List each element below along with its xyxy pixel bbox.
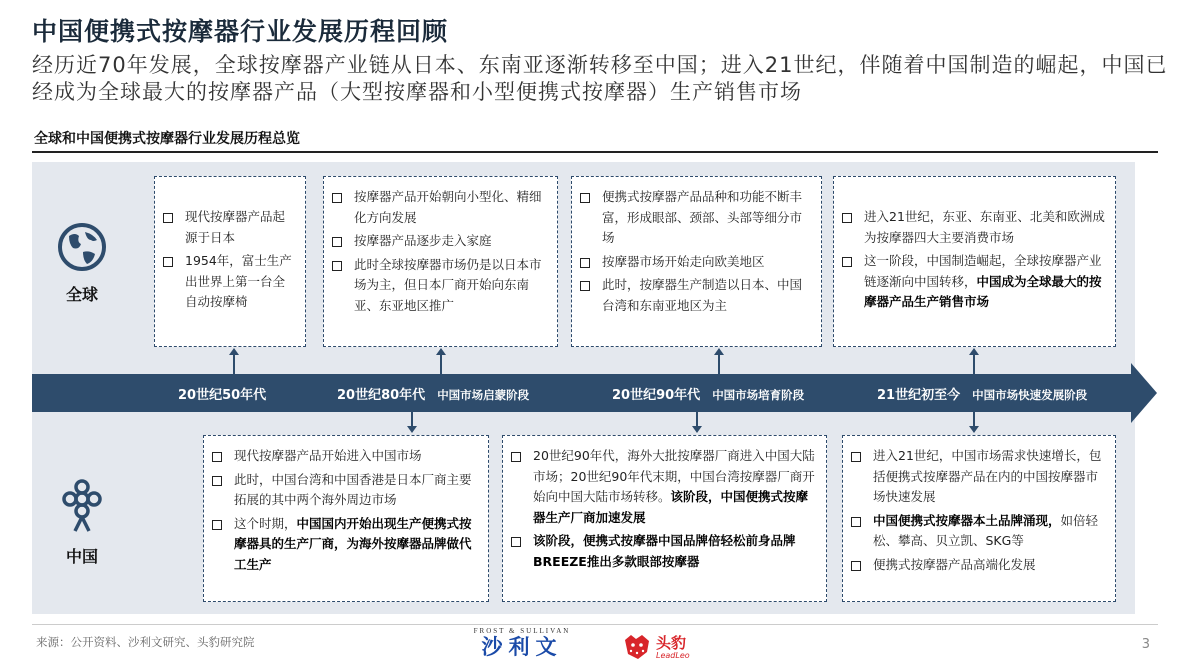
list-item: 现代按摩器产品开始进入中国市场 [212, 446, 480, 467]
checkbox-bullet-icon [511, 537, 525, 547]
checkbox-bullet-icon [851, 517, 865, 527]
connector-line [696, 412, 698, 426]
china-box-1990s [502, 435, 827, 602]
region-global [48, 222, 116, 305]
connector-line [973, 412, 975, 426]
page-title: 中国便携式按摩器行业发展历程回顾 [32, 17, 449, 46]
timeline-arrow-head-icon [1131, 363, 1157, 423]
checkbox-bullet-icon [212, 452, 226, 462]
checkbox-bullet-icon [851, 452, 865, 462]
list-item: 便携式按摩器产品高端化发展 [851, 555, 1107, 576]
section-label: 全球和中国便携式按摩器行业发展历程总览 [34, 131, 300, 147]
arrow-up-icon [714, 348, 724, 355]
global-box-1990s [571, 176, 822, 347]
list-item: 按摩器产品开始朝向小型化、精细化方向发展 [332, 187, 549, 228]
frost-sullivan-logo: FROST & SULLIVAN 沙利文 [473, 627, 571, 659]
list-item: 此时全球按摩器市场仍是以日本市场为主，但日本厂商开始向东南亚、东亚地区推广 [332, 255, 549, 317]
list-item: 进入21世纪，东亚、东南亚、北美和欧洲成为按摩器四大主要消费市场 [842, 207, 1107, 248]
arrow-up-icon [436, 348, 446, 355]
list-item: 现代按摩器产品起源于日本 [163, 207, 297, 248]
region-china-label: 中国 [65, 547, 98, 566]
globe-icon [57, 222, 107, 272]
checkbox-bullet-icon [163, 213, 177, 223]
arrow-down-icon [692, 426, 702, 433]
connector-line [973, 355, 975, 374]
list-item: 按摩器产品逐步走入家庭 [332, 231, 549, 252]
list-item: 这个时期，中国国内开始出现生产便携式按摩器具的生产厂商，为海外按摩器品牌做代工生产 [212, 514, 480, 576]
region-china [48, 478, 116, 567]
arrow-down-icon [407, 426, 417, 433]
checkbox-bullet-icon [163, 257, 177, 267]
checkbox-bullet-icon [332, 237, 346, 247]
list-item: 中国便携式按摩器本土品牌涌现，如倍轻松、攀高、贝立凯、SKG等 [851, 511, 1107, 552]
checkbox-bullet-icon [332, 261, 346, 271]
page-subtitle: 经历近70年发展，全球按摩器产业链从日本、东南亚逐渐转移至中国；进入21世纪，伴随着中国制造的崛起，中国已经成为全球最大的按摩器产品（大型按摩器和小型便携式按摩器）生产销售市场 [32, 53, 1168, 104]
connector-line [718, 355, 720, 374]
region-global-label: 全球 [65, 285, 98, 304]
leopard-head-icon [622, 632, 652, 662]
list-item: 进入21世纪，中国市场需求快速增长，包括便携式按摩器产品在内的中国按摩器市场快速发展 [851, 446, 1107, 508]
checkbox-bullet-icon [212, 476, 226, 486]
china-knot-icon [57, 478, 107, 534]
source-note: 来源：公开资料、沙利文研究、头豹研究院 [36, 635, 255, 649]
china-box-1980s [203, 435, 489, 602]
list-item: 这一阶段，中国制造崛起，全球按摩器产业链逐渐向中国转移，中国成为全球最大的按摩器产品生产销售市场 [842, 251, 1107, 313]
global-box-1950s [154, 176, 306, 347]
page-number: 3 [1141, 637, 1150, 652]
arrow-down-icon [969, 426, 979, 433]
era-2000s: 21世纪初至今 中国市场快速发展阶段 [877, 388, 1088, 403]
checkbox-bullet-icon [511, 452, 525, 462]
connector-line [440, 355, 442, 374]
checkbox-bullet-icon [851, 561, 865, 571]
footer-divider [32, 624, 1158, 625]
section-divider [32, 151, 1158, 153]
checkbox-bullet-icon [332, 193, 346, 203]
list-item: 1954年，富士生产出世界上第一台全自动按摩椅 [163, 251, 297, 313]
leadleo-logo: 头豹 LeadLeo [622, 630, 690, 664]
global-box-2000s [833, 176, 1116, 347]
arrow-up-icon [229, 348, 239, 355]
global-box-1980s [323, 176, 558, 347]
checkbox-bullet-icon [842, 257, 856, 267]
list-item: 此时，按摩器生产制造以日本、中国台湾和东南亚地区为主 [580, 275, 813, 316]
list-item: 按摩器市场开始走向欧美地区 [580, 252, 813, 273]
checkbox-bullet-icon [212, 520, 226, 530]
checkbox-bullet-icon [842, 213, 856, 223]
list-item: 此时，中国台湾和中国香港是日本厂商主要拓展的其中两个海外周边市场 [212, 470, 480, 511]
era-1950s: 20世纪50年代 [178, 388, 267, 403]
china-box-2000s [842, 435, 1116, 602]
list-item: 20世纪90年代，海外大批按摩器厂商进入中国大陆市场；20世纪90年代末期，中国台湾按摩器厂商开始向中国大陆市场转移。该阶段，中国便携式按摩器生产厂商加速发展 [511, 446, 818, 528]
arrow-up-icon [969, 348, 979, 355]
checkbox-bullet-icon [580, 281, 594, 291]
connector-line [233, 355, 235, 374]
connector-line [411, 412, 413, 426]
era-1980s: 20世纪80年代 中国市场启蒙阶段 [337, 388, 530, 403]
checkbox-bullet-icon [580, 258, 594, 268]
list-item: 便携式按摩器产品品种和功能不断丰富，形成眼部、颈部、头部等细分市场 [580, 187, 813, 249]
list-item: 该阶段，便携式按摩器中国品牌倍轻松前身品牌BREEZE推出多款眼部按摩器 [511, 531, 818, 572]
era-1990s: 20世纪90年代 中国市场培育阶段 [612, 388, 805, 403]
checkbox-bullet-icon [580, 193, 594, 203]
